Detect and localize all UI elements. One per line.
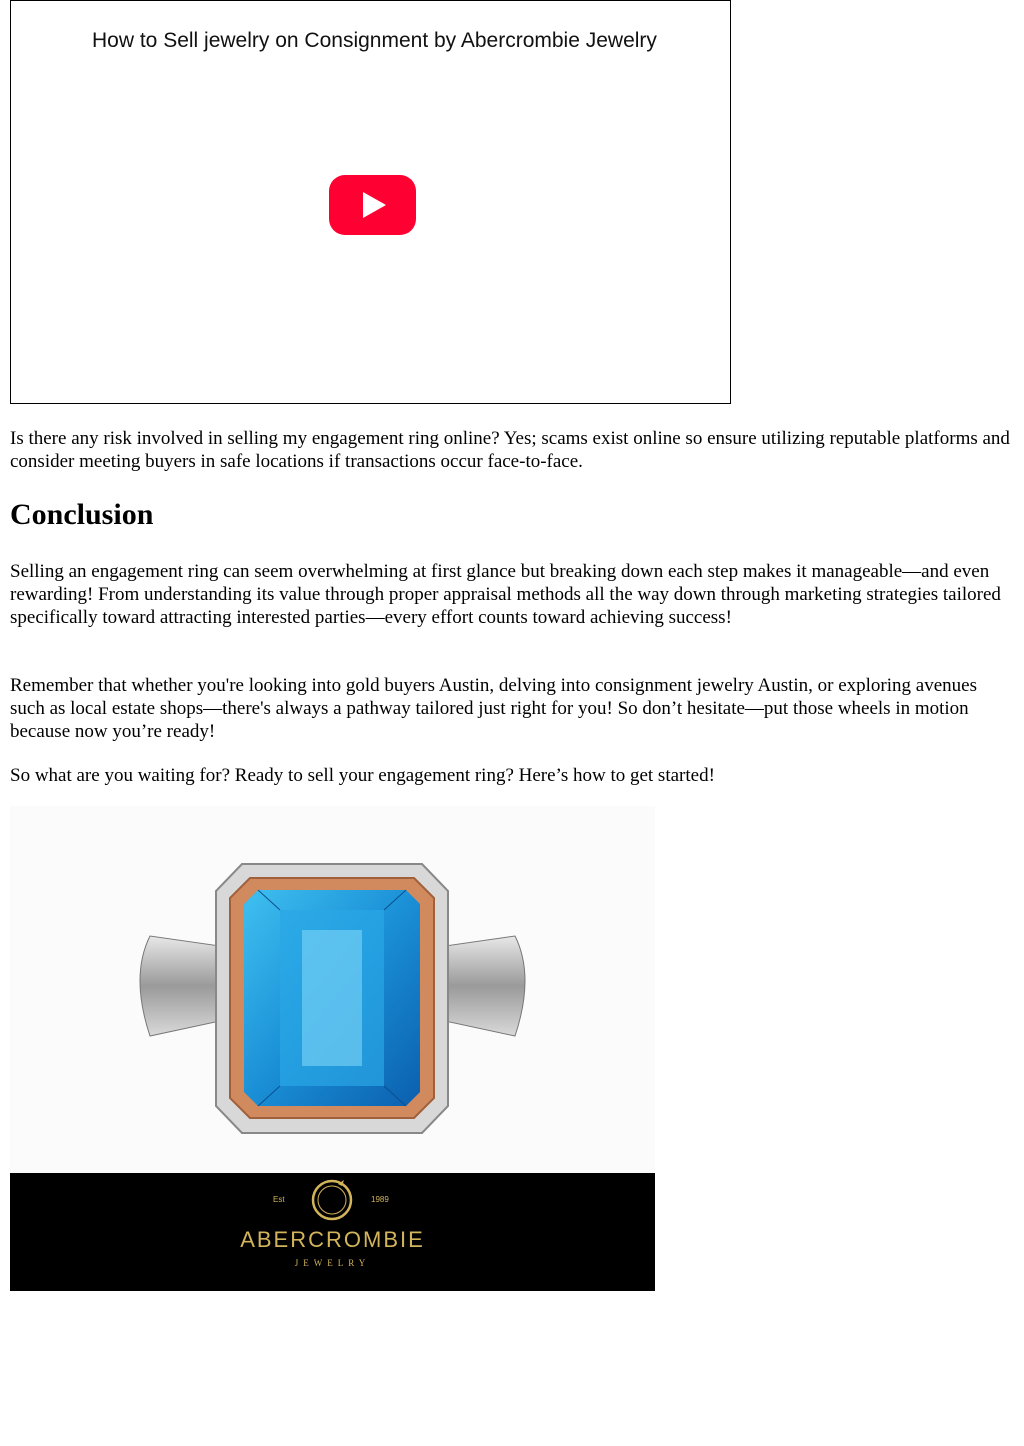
brand-est: Est [273,1195,285,1204]
play-icon[interactable] [329,175,416,235]
conclusion-paragraph-1: Selling an engagement ring can seem overwhelming at first glance but breaking down each step makes it manageable—and even rewarding! From understanding its value through proper appraisal methods all the way down through marketing strategies tailored specifically toward attracting interested parties—every effort counts toward achieving success! [10,561,1001,628]
youtube-video-embed[interactable] [10,0,731,404]
brand-subtitle: JEWELRY [294,1258,371,1268]
abercrombie-brand-banner [10,1173,655,1291]
brand-name: ABERCROMBIE [240,1227,425,1252]
conclusion-heading: Conclusion [10,498,154,531]
ouroboros-logo-icon [308,1176,356,1224]
brand-year: 1989 [371,1195,389,1204]
risk-paragraph: Is there any risk involved in selling my engagement ring online? Yes; scams exist online so ensure utilizing reputable platforms and consider meeting buyers in safe locations if transactions occur face-to-face. [10,428,1010,472]
blue-topaz-ring-photo [10,806,655,1173]
video-title[interactable]: How to Sell jewelry on Consignment by Abercrombie Jewelry [92,29,657,52]
conclusion-paragraph-2: Remember that whether you're looking into gold buyers Austin, delving into consignment jewelry Austin, or exploring avenues such as local estate shops—there's always a pathway tailored just right for you! So don’t hesitate—put those wheels in motion because now you’re ready! [10,675,977,742]
ring-product-image [10,806,655,1291]
conclusion-paragraph-3: So what are you waiting for? Ready to sell your engagement ring? Here’s how to get started! [10,765,715,786]
